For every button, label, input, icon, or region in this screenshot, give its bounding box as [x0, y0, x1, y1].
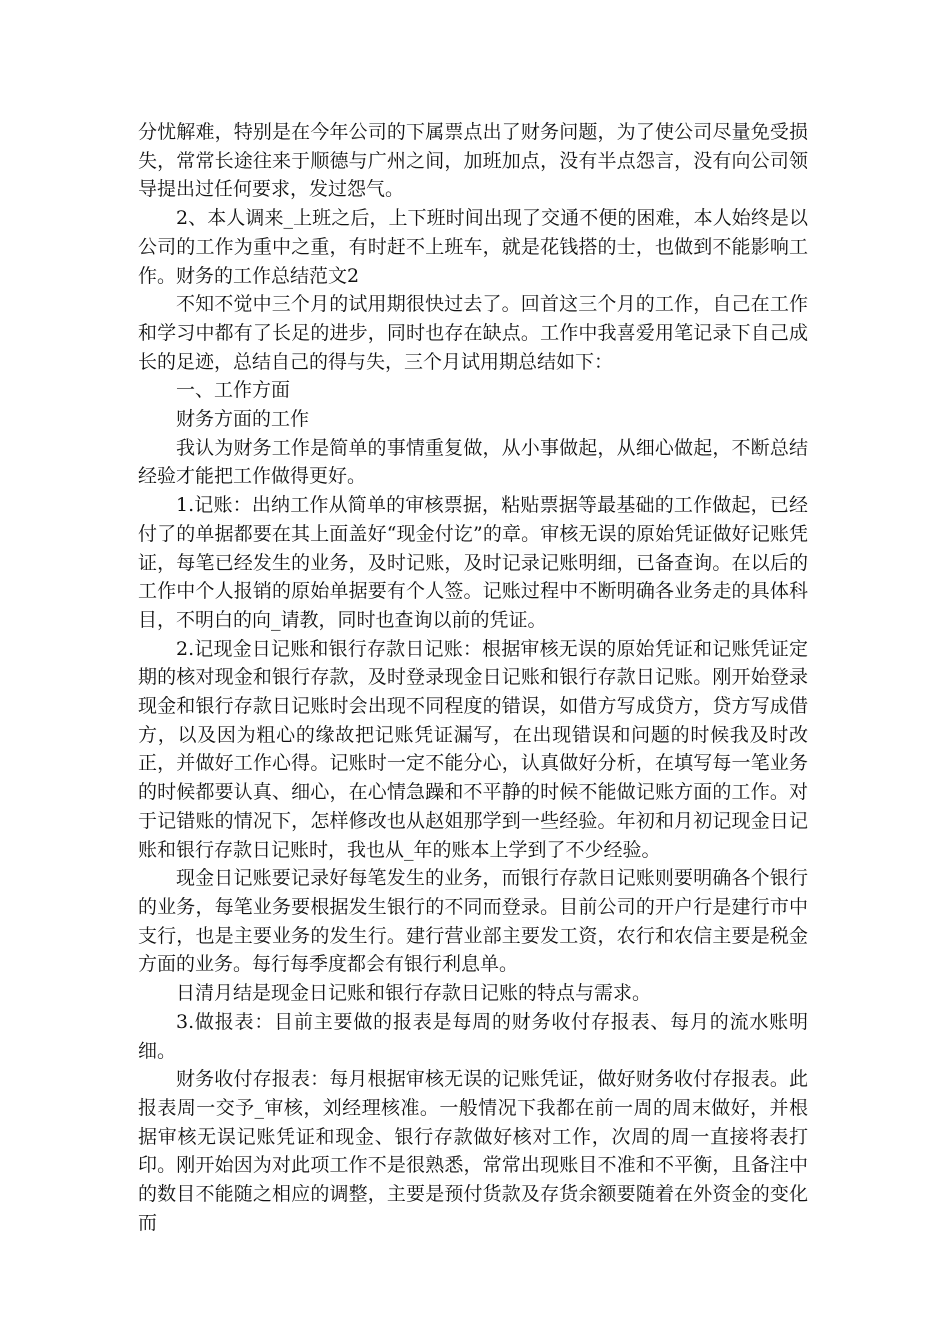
paragraph-1: 分忧解难，特别是在今年公司的下属票点出了财务问题，为了使公司尽量免受损失，常常长途往来于顺德与广州之间，加班加点，没有半点怨言，没有向公司领导提出过任何要求，发过怨气。: [138, 121, 808, 201]
paragraph-journals: 2.记现金日记账和银行存款日记账：根据审核无误的原始凭证和记账凭证定期的核对现金和银行存款，及时登录现金日记账和银行存款日记账。刚开始登录现金和银行存款日记账时会出现不同程度的错误，如借方写成贷方，贷方写成借方，以及因为粗心的缘故把记账凭证漏写，在出现错误和问题的时候我及时改正，并做好工作心得。记账时一定不能分心，认真做好分析，在填写每一笔业务的时候都要认真、细心，在心情急躁和不平静的时候不能做记账方面的工作。对于记错账的情况下，怎样修改也从赵姐那学到一些经验。年初和月初记现金日记账和银行存款日记账时，我也从_年的账本上学到了不少经验。: [138, 637, 808, 861]
paragraph-bookkeeping: 1.记账：出纳工作从简单的审核票据，粘贴票据等最基础的工作做起，已经付了的单据都要在其上面盖好“现金付讫”的章。审核无误的原始凭证做好记账凭证，每笔已经发生的业务，及时记账，及时记录记账明细，已备查询。在以后的工作中个人报销的原始单据要有个人签。记账过程中不断明确各业务走的具体科目，不明白的向_请教，同时也查询以前的凭证。: [138, 494, 808, 631]
paragraph-6: 我认为财务工作是简单的事情重复做，从小事做起，从细心做起，不断总结经验才能把工作做得更好。: [138, 436, 808, 488]
paragraph-receipts-report: 财务收付存报表：每月根据审核无误的记账凭证，做好财务收付存报表。此报表周一交予_审核，刘经理核准。一般情况下我都在前一周的周末做好，并根据审核无误记账凭证和现金、银行存款做好核对工作，次周的周一直接将表打印。刚开始因为对此项工作不是很熟悉，常常出现账目不准和不平衡，且备注中的数目不能随之相应的调整，主要是预付货款及存货余额要随着在外资金的变化而: [138, 1068, 808, 1234]
paragraph-3: 不知不觉中三个月的试用期很快过去了。回首这三个月的工作，自己在工作和学习中都有了长足的进步，同时也存在缺点。工作中我喜爱用笔记录下自己成长的足迹，总结自己的得与失，三个月试用期总结如下：: [138, 293, 808, 373]
paragraph-cash-journal: 现金日记账要记录好每笔发生的业务，而银行存款日记账则要明确各个银行的业务，每笔业务要根据发生银行的不同而登录。目前公司的开户行是建行市中支行，也是主要业务的发生行。建行营业部主要发工资，农行和农信主要是税金方面的业务。每行每季度都会有银行利息单。: [138, 867, 808, 976]
paragraph-2: 2、本人调来_上班之后，上下班时间出现了交通不便的困难，本人始终是以公司的工作为重中之重，有时赶不上班车，就是花钱搭的士，也做到不能影响工作。财务的工作总结范文2: [138, 207, 808, 287]
document-body: [138, 118, 808, 1237]
subheading-finance-work: 财务方面的工作: [176, 408, 310, 431]
section-heading-work: 一、工作方面: [176, 379, 291, 402]
paragraph-reports: 3.做报表：目前主要做的报表是每周的财务收付存报表、每月的流水账明细。: [138, 1010, 808, 1062]
paragraph-daily-settlement: 日清月结是现金日记账和银行存款日记账的特点与需求。: [176, 982, 652, 1005]
